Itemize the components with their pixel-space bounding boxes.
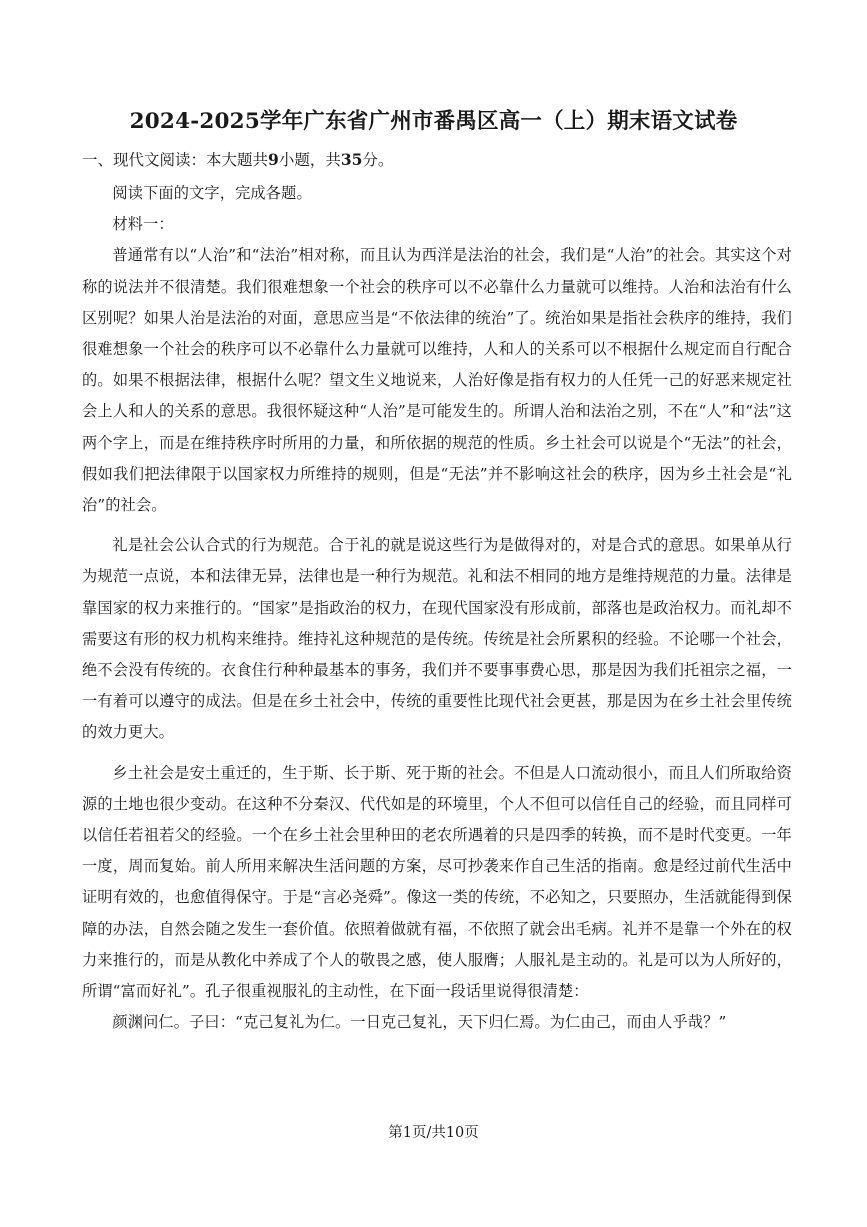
section-heading-text-3: 分。 [362, 151, 394, 169]
section-score: 35 [340, 150, 363, 169]
section-heading-text-2: 小题，共 [278, 151, 341, 169]
question-count: 9 [268, 150, 279, 169]
passage-paragraph-2: 礼是社会公认合式的行为规范。合于礼的就是说这些行为是做得对的，对是合式的意思。如果单从行为规范一点说，本和法律无异，法律也是一种行为规范。礼和法不相同的地方是维持规范的力量。法律是靠国家的权力来推行的。“国家”是指政治的权力，在现代国家没有形成前，部落也是政治权力。而礼却不需要这有形的权力机构来维持。维持礼这种规范的是传统。传统是社会所累积的经验。不论哪一个社会，绝不会没有传统的。衣食住行种种最基本的事务，我们并不要事事费心思，那是因为我们托祖宗之福，一一有着可以遵守的成法。但是在乡土社会中，传统的重要性比现代社会更甚，那是因为在乡土社会里传统的效力更大。 [82, 536, 792, 742]
passage-paragraph-3: 乡土社会是安土重迁的，生于斯、长于斯、死于斯的社会。不但是人口流动很小，而且人们所取给资源的土地也很少变动。在这种不分秦汉、代代如是的环境里，个人不但可以信任自己的经验，而且同样可以信任若祖若父的经验。一个在乡土社会里种田的老农所遇着的只是四季的转换，而不是时代变更。一年一度，周而复始。前人所用来解决生活问题的方案，尽可抄袭来作自己生活的指南。愈是经过前代生活中证明有效的，也愈值得保守。于是“言必尧舜”。像这一类的传统，不必知之，只要照办，生活就能得到保障的办法，自然会随之发生一套价值。依照着做就有福，不依照了就会出毛病。礼并不是靠一个外在的权力来推行的，而是从教化中养成了个人的敬畏之感，使人服膺；人服礼是主动的。礼是可以为人所好的，所谓“富而好礼”。孔子很重视服礼的主动性，在下面一段话里说得很清楚： [82, 763, 792, 1001]
exam-title: 2024-2025学年广东省广州市番禺区高一（上）期末语文试卷 [129, 109, 738, 134]
section-heading [82, 148, 393, 170]
passage-paragraph-1: 普通常有以“人治”和“法治”相对称，而且认为西洋是法治的社会，我们是“人治”的社会。其实这个对称的说法并不很清楚。我们很难想象一个社会的秩序可以不必靠什么力量就可以维持。人治和法治有什么区别呢？如果人治是法治的对面，意思应当是“不依法律的统治”了。统治如果是指社会秩序的维持，我们很难想象一个社会的秩序可以不必靠什么力量就可以维持，人和人的关系可以不根据什么规定而自行配合的。如果不根据法律，根据什么呢？望文生义地说来，人治好像是指有权力的人任凭一己的好恶来规定社会上人和人的关系的意思。我很怀疑这种“人治”是可能发生的。所谓人治和法治之别，不在“人”和“法”这两个字上，而是在维持秩序时所用的力量，和所依据的规范的性质。乡土社会可以说是个“无法”的社会，假如我们把法律限于以国家权力所维持的规则，但是“无法”并不影响这社会的秩序，因为乡土社会是“礼治”的社会。 [82, 246, 792, 515]
passage-paragraph-4: 颜渊问仁。子曰：“克己复礼为仁。一日克己复礼，天下归仁焉。为仁由己，而由人乎哉？” [112, 1013, 727, 1032]
material-label: 材料一： [112, 215, 174, 234]
page-number: 第1页/共10页 [388, 1125, 479, 1141]
instruction-text: 阅读下面的文字，完成各题。 [112, 184, 312, 202]
reading-passage [82, 178, 792, 1038]
section-heading-text-1: 一、现代文阅读：本大题共 [82, 151, 269, 169]
